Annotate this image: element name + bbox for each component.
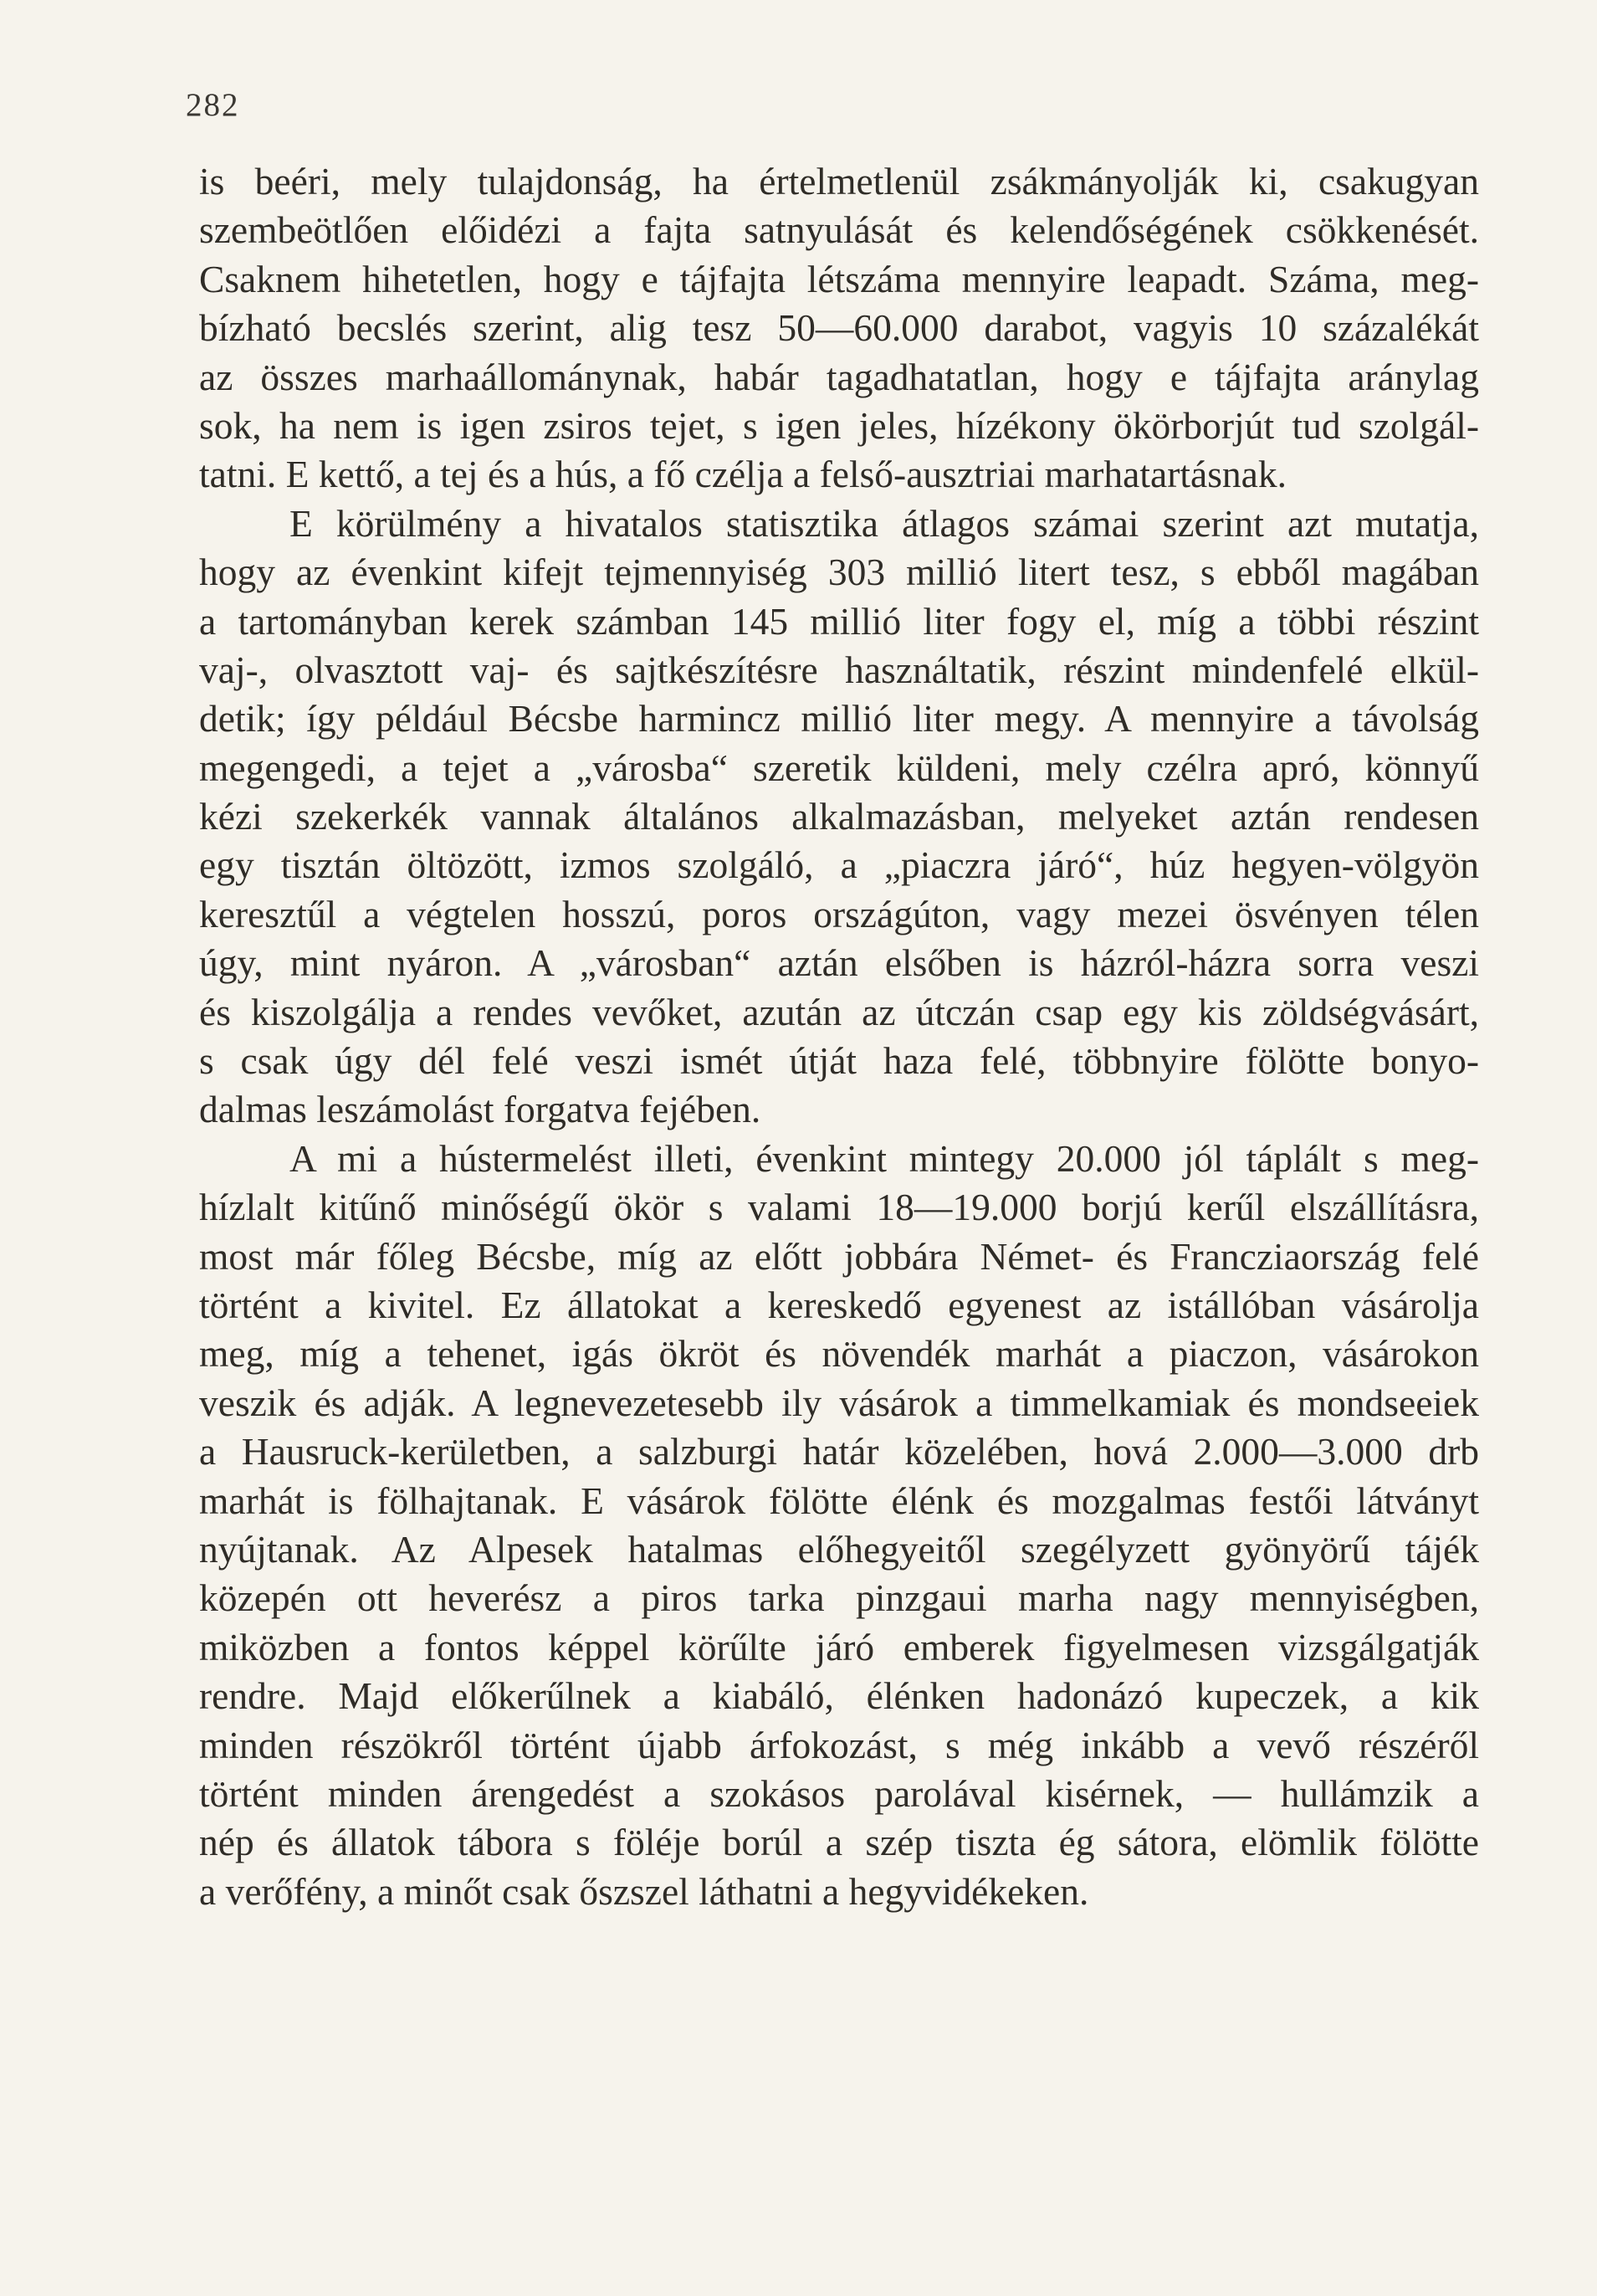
text-line: most már főleg Bécsbe, míg az előtt jobbára Német- és Francziaország felé <box>199 1234 1479 1278</box>
text-line: E körülmény a hivatalos statisztika átlagos számai szerint azt mutatja, <box>289 501 1479 545</box>
text-line: hogy az évenkint kifejt tejmennyiség 303 millió litert tesz, s ebből magában <box>199 551 1479 594</box>
text-line: vaj-, olvasztott vaj- és sajtkészítésre használtatik, részint mindenfelé elkül- <box>199 648 1479 691</box>
page-number: 282 <box>186 87 240 123</box>
text-line: keresztűl a végtelen hosszú, poros országúton, vagy mezei ösvényen télen <box>199 892 1479 935</box>
text-line: történt minden árengedést a szokásos parolával kisérnek, — hullámzik a <box>199 1771 1479 1815</box>
text-line: hízlalt kitűnő minőségű ökör s valami 18—19.000 borjú kerűl elszállításra, <box>199 1186 1479 1229</box>
text-line: és kiszolgálja a rendes vevőket, azután az útczán csap egy kis zöldségvásárt, <box>199 990 1479 1033</box>
text-line: detik; így például Bécsbe harmincz millió liter megy. A mennyire a távolság <box>199 697 1479 741</box>
text-line: dalmas leszámolást forgatva fejében. <box>199 1088 761 1131</box>
text-line: Csaknem hihetetlen, hogy e tájfajta létszáma mennyire leapadt. Száma, meg- <box>199 257 1479 300</box>
text-line: szembeötlően előidézi a fajta satnyulását és kelendőségének csökkenését. <box>199 208 1479 252</box>
text-line: nép és állatok tábora s föléje borúl a szép tiszta ég sátora, elömlik fölötte <box>199 1821 1479 1864</box>
text-line: marhát is fölhajtanak. E vásárok fölötte élénk és mozgalmas festői látványt <box>199 1479 1479 1522</box>
text-line: rendre. Majd előkerűlnek a kiabáló, élénken hadonázó kupeczek, a kik <box>199 1674 1479 1718</box>
text-line: minden részökről történt újabb árfokozást, s még inkább a vevő részéről <box>199 1723 1479 1766</box>
text-line: miközben a fontos képpel körűlte járó emberek figyelmesen vizsgálgatják <box>199 1625 1479 1668</box>
text-line: nyújtanak. Az Alpesek hatalmas előhegyeitől szegélyzett gyönyörű tájék <box>199 1527 1479 1571</box>
text-line: a tartományban kerek számban 145 millió liter fogy el, míg a többi részint <box>199 599 1479 643</box>
text-line: történt a kivitel. Ez állatokat a kereskedő egyenest az istállóban vásárolja <box>199 1283 1479 1326</box>
text-line: meg, míg a tehenet, igás ökröt és növendék marhát a piaczon, vásárokon <box>199 1332 1479 1376</box>
text-line: egy tisztán öltözött, izmos szolgáló, a „piaczra járó“, húz hegyen-völgyön <box>199 843 1479 887</box>
text-line: tatni. E kettő, a tej és a hús, a fő czélja a felső-ausztriai marhatartásnak. <box>199 453 1287 496</box>
body-text <box>199 157 1479 1916</box>
text-line: sok, ha nem is igen zsiros tejet, s igen jeles, hízékony ökörborjút tud szolgál- <box>199 403 1479 447</box>
text-line: A mi a hústermelést illeti, évenkint mintegy 20.000 jól táplált s meg- <box>289 1136 1479 1180</box>
text-line: a verőfény, a minőt csak őszszel láthatni a hegyvidékeken. <box>199 1869 1089 1913</box>
text-line: közepén ott heverész a piros tarka pinzgaui marha nagy mennyiségben, <box>199 1576 1479 1620</box>
text-line: is beéri, mely tulajdonság, ha értelmetlenül zsákmányolják ki, csakugyan <box>199 160 1479 202</box>
text-line: s csak úgy dél felé veszi ismét útját haza felé, többnyire fölötte bonyo- <box>199 1039 1479 1083</box>
text-line: az összes marhaállománynak, habár tagadhatatlan, hogy e tájfajta aránylag <box>199 355 1479 398</box>
text-line: bízható becslés szerint, alig tesz 50—60.000 darabot, vagyis 10 százalékát <box>199 306 1479 350</box>
text-line: veszik és adják. A legnevezetesebb ily vásárok a timmelkamiak és mondseeiek <box>199 1381 1479 1424</box>
text-line: a Hausruck-kerületben, a salzburgi határ közelében, hová 2.000—3.000 drb <box>199 1430 1479 1473</box>
text-line: úgy, mint nyáron. A „városban“ aztán elsőben is házról-házra sorra veszi <box>199 941 1479 985</box>
text-line: megengedi, a tejet a „városba“ szeretik küldeni, mely czélra apró, könnyű <box>199 746 1479 789</box>
text-line: kézi szekerkék vannak általános alkalmazásban, melyeket aztán rendesen <box>199 795 1479 838</box>
